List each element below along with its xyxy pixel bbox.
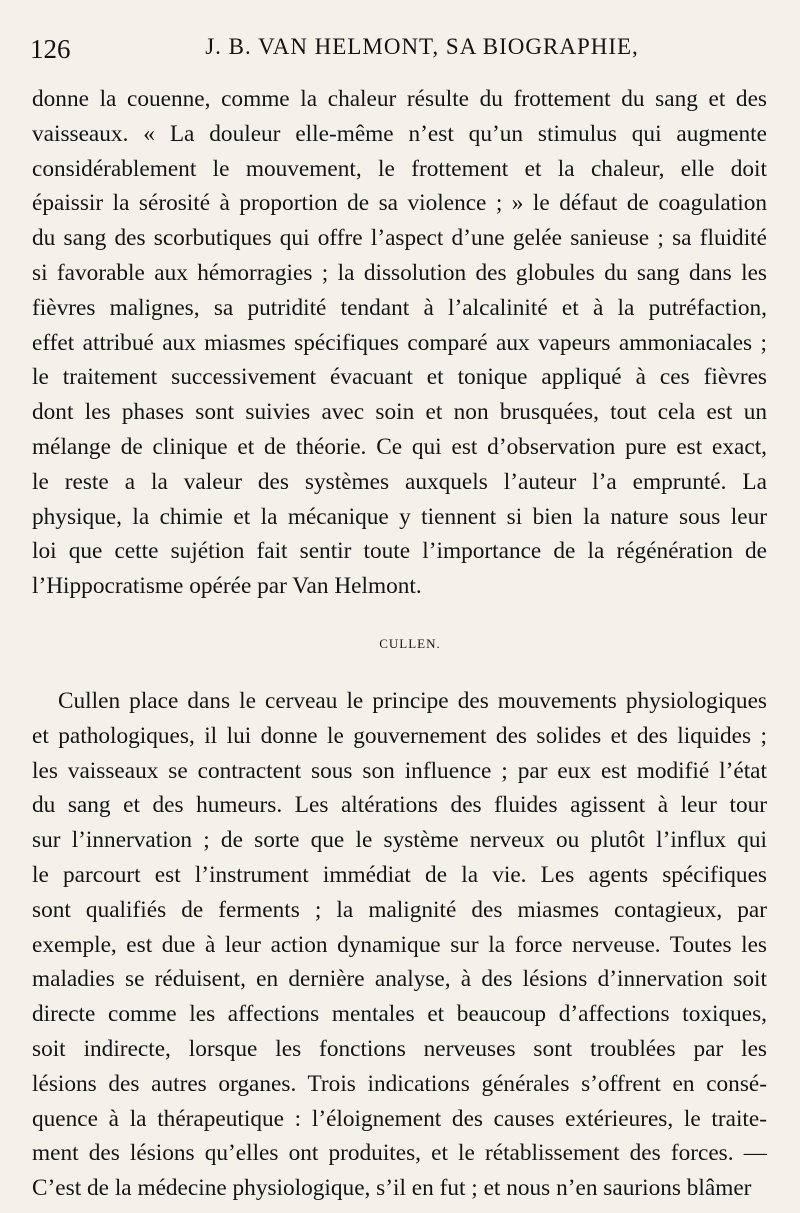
text-line: le parcourt est l’instrument immédiat de la vie. Les agents spécifiques [32,861,767,888]
running-head [24,30,760,64]
text-line: et pathologiques, il lui donne le gouvernement des solides et des liquides ; [32,722,767,749]
text-line: soit indirecte, lorsque les fonctions nerveuses sont troublées par les [32,1035,767,1062]
text-line: vaisseaux. « La douleur elle-même n’est qu’un stimulus qui augmente [32,120,767,147]
text-line: mélange de clinique et de théorie. Ce qui est d’observation pure est exact, [32,433,767,460]
text-line: fièvres malignes, sa putridité tendant à l’alcalinité et à la putréfaction, [32,294,767,321]
text-line: considérablement le mouvement, le frottement et la chaleur, elle doit [32,155,767,182]
text-line: le reste a la valeur des systèmes auxquels l’auteur l’a emprunté. La [32,468,767,495]
text-line: du sang des scorbutiques qui offre l’aspect d’une gelée sanieuse ; sa fluidité [32,225,767,252]
text-line: épaissir la sérosité à proportion de sa violence ; » le défaut de coagulation [32,190,767,217]
text-line: exemple, est due à leur action dynamique sur la force nerveuse. Toutes les [32,931,767,958]
paragraph-2 [32,684,767,1206]
text-line: effet attribué aux miasmes spécifiques comparé aux vapeurs ammoniacales ; [32,329,767,356]
text-line: si favorable aux hémorragies ; la dissolution des globules du sang dans les [32,259,767,286]
page-number: 126 [30,34,71,64]
text-line: le traitement successivement évacuant et tonique appliqué à ces fièvres [32,364,767,391]
text-line: lésions des autres organes. Trois indications générales s’offrent en consé- [32,1070,767,1097]
text-line: dont les phases sont suivies avec soin et non brusquées, tout cela est un [32,399,767,426]
text-line: du sang et des humeurs. Les altérations des fluides agissent à leur tour [32,792,767,819]
text-line: directe comme les affections mentales et beaucoup d’affections toxiques, [32,1001,767,1028]
text-line: physique, la chimie et la mécanique y tiennent si bien la nature sous leur [32,503,767,530]
text-line: sur l’innervation ; de sorte que le système nerveux ou plutôt l’influx qui [32,827,767,854]
text-line: les vaisseaux se contractent sous son influence ; par eux est modifié l’état [32,757,767,784]
text-line: l’Hippocratisme opérée par Van Helmont. [32,573,422,600]
text-line: sont qualifiés de ferments ; la malignité des miasmes contagieux, par [32,896,767,923]
text-line: donne la couenne, comme la chaleur résulte du frottement du sang et des [32,86,767,112]
text-line: maladies se réduisent, en dernière analyse, à des lésions d’innervation soit [32,966,767,993]
text-line: ment des lésions qu’elles ont produites, et le rétablissement des forces. — [32,1140,767,1167]
text-line: loi que cette sujétion fait sentir toute l’importance de la régénération de [32,538,767,565]
text-line: quence à la thérapeutique : l’éloignement des causes extérieures, le traite- [32,1105,767,1132]
text-line: C’est de la médecine physiologique, s’il en fut ; et nous n’en saurions blâmer [32,1175,752,1202]
paragraph-1 [32,82,767,604]
section-heading: CULLEN. [379,636,441,651]
text-line: Cullen place dans le cerveau le principe des mouvements physiologiques [58,688,767,714]
running-title: J. B. VAN HELMONT, SA BIOGRAPHIE, [205,34,639,59]
